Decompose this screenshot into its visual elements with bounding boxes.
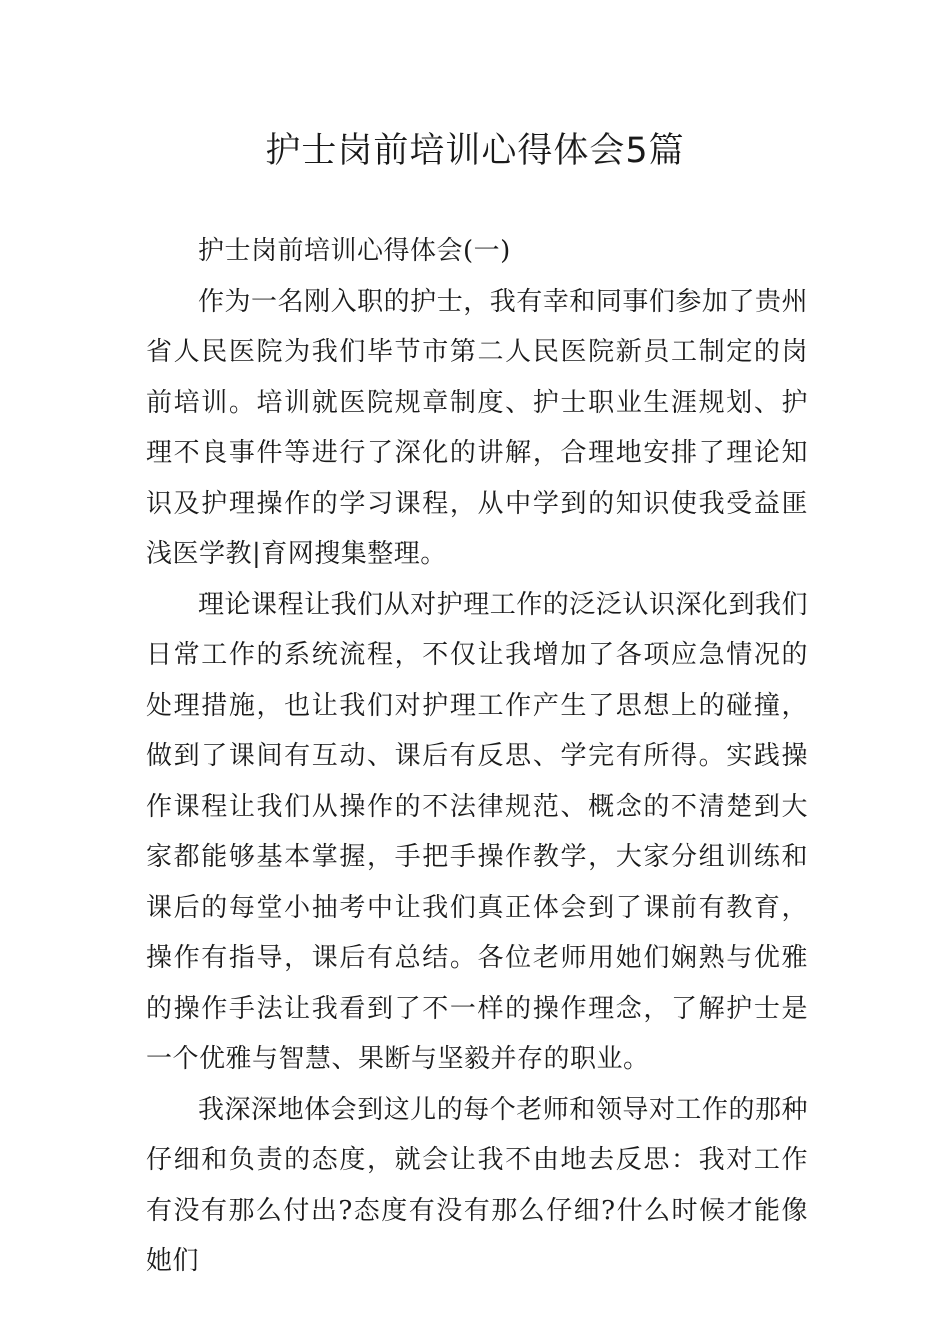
paragraph: 我深深地体会到这儿的每个老师和领导对工作的那种仔细和负责的态度，就会让我不由地去反思：我对工作有没有那么付出?态度有没有那么仔细?什么时候才能像她们 bbox=[146, 1094, 808, 1276]
paragraph: 理论课程让我们从对护理工作的泛泛认识深化到我们日常工作的系统流程，不仅让我增加了各项应急情况的处理措施，也让我们对护理工作产生了思想上的碰撞，做到了课间有互动、课后有反思、学完有所得。实践操作课程让我们从操作的不法律规范、概念的不清楚到大家都能够基本掌握，手把手操作教学，大家分组训练和课后的每堂小抽考中让我们真正体会到了课前有教育，操作有指导，课后有总结。各位老师用她们娴熟与优雅的操作手法让我看到了不一样的操作理念，了解护士是一个优雅与智慧、果断与坚毅并存的职业。 bbox=[146, 589, 808, 1074]
section-heading: 护士岗前培训心得体会(一) bbox=[198, 236, 511, 266]
document-body bbox=[146, 226, 808, 1287]
document-title: 护士岗前培训心得体会5篇 bbox=[265, 131, 685, 171]
paragraph: 作为一名刚入职的护士，我有幸和同事们参加了贵州省人民医院为我们毕节市第二人民医院新员工制定的岗前培训。培训就医院规章制度、护士职业生涯规划、护理不良事件等进行了深化的讲解，合理地安排了理论知识及护理操作的学习课程，从中学到的知识使我受益匪浅医学教|育网搜集整理。 bbox=[146, 286, 808, 569]
